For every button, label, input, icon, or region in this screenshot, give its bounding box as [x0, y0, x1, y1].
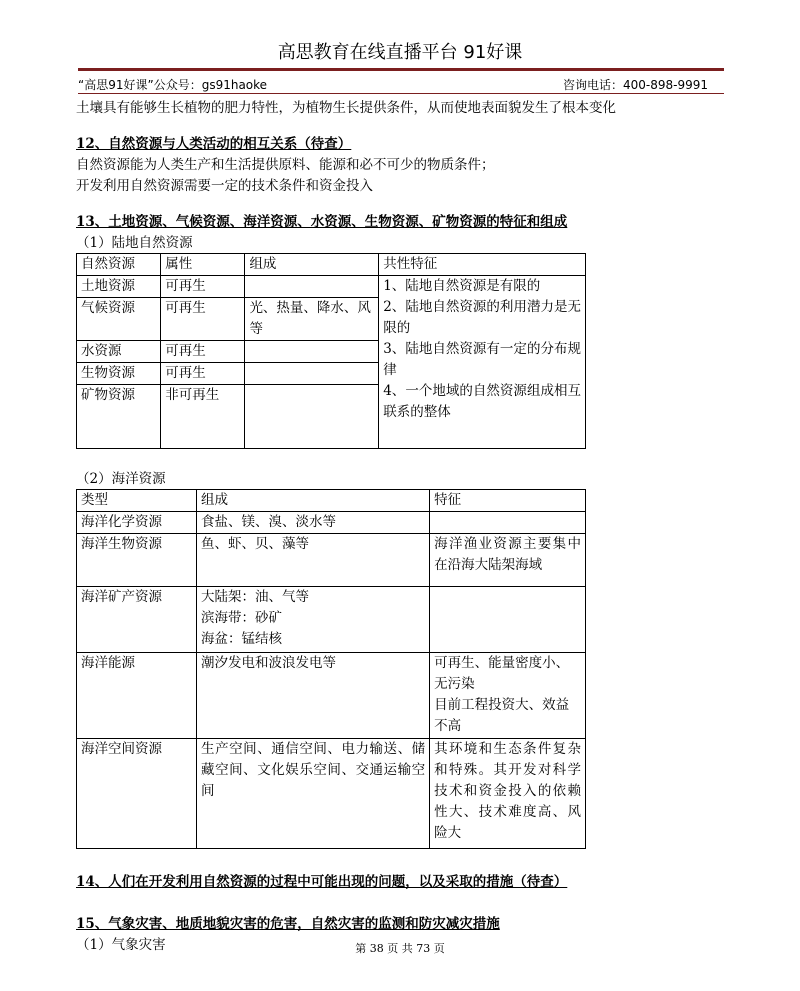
ocean-type: 海洋矿产资源 [77, 587, 197, 653]
table-row [77, 587, 586, 653]
feature-line: 可再生、能量密度小、无污染 [434, 655, 570, 692]
header-phone: 咨询电话：400-898-9991 [562, 78, 708, 92]
page-footer: 第 38 页 共 73 页 [355, 942, 445, 955]
resource-attribute: 非可再生 [161, 385, 245, 449]
resource-name: 矿物资源 [77, 385, 161, 449]
section-15-heading: 15、气象灾害、地质地貌灾害的危害，自然灾害的监测和防灾减灾措施 [76, 916, 500, 932]
table-header-cell: 组成 [245, 254, 379, 276]
table-row [77, 739, 586, 849]
resource-attribute: 可再生 [161, 341, 245, 363]
resource-composition [245, 363, 379, 385]
table-row [77, 512, 586, 534]
ocean-composition [197, 534, 430, 587]
section-12-line: 开发利用自然资源需要一定的技术条件和资金投入 [76, 178, 373, 194]
header-rule-thick [78, 68, 724, 71]
table-header-cell: 组成 [197, 490, 430, 512]
shared-feature: 1、陆地自然资源是有限的 [383, 278, 541, 294]
resource-name: 生物资源 [77, 363, 161, 385]
table-header-row [77, 490, 586, 512]
land-resources-title: （1）陆地自然资源 [76, 235, 193, 251]
table-header-cell: 共性特征 [379, 254, 586, 276]
resource-attribute: 可再生 [161, 298, 245, 341]
table-row [77, 276, 586, 298]
shared-feature: 2、陆地自然资源的利用潜力是无限的 [383, 299, 581, 336]
composition-line: 食盐、镁、溴、淡水等 [201, 514, 337, 530]
composition-line: 大陆架：油、气等 [201, 589, 310, 605]
composition-line: 潮汐发电和波浪发电等 [201, 655, 337, 671]
feature-line: 海洋渔业资源主要集中在沿海大陆架海域 [434, 536, 581, 573]
shared-feature: 4、一个地域的自然资源组成相互联系的整体 [383, 383, 581, 420]
resource-name: 土地资源 [77, 276, 161, 298]
composition-line: 生产空间、通信空间、电力输送、储藏空间、文化娱乐空间、交通运输空间 [201, 741, 426, 799]
ocean-resources-table [76, 489, 586, 849]
ocean-feature [430, 512, 586, 534]
ocean-feature [430, 587, 586, 653]
ocean-type: 海洋化学资源 [77, 512, 197, 534]
resource-name: 气候资源 [77, 298, 161, 341]
table-row [77, 653, 586, 739]
section-12-heading: 12、自然资源与人类活动的相互关系（待查） [76, 136, 352, 152]
table-header-cell: 自然资源 [77, 254, 161, 276]
table-header-row [77, 254, 586, 276]
resource-composition [245, 341, 379, 363]
table-header-cell: 特征 [430, 490, 586, 512]
section-14-heading: 14、人们在开发利用自然资源的过程中可能出现的问题，以及采取的措施（待查） [76, 874, 568, 890]
ocean-composition [197, 739, 430, 849]
ocean-resources-title: （2）海洋资源 [76, 471, 166, 487]
ocean-composition [197, 512, 430, 534]
feature-line: 其环境和生态条件复杂和特殊。其开发对科学技术和资金投入的依赖性大、技术难度高、风险大 [434, 741, 581, 841]
header-rule-thin [78, 93, 724, 94]
table-header-cell: 属性 [161, 254, 245, 276]
header-public-account: “高思91好课”公众号：gs91haoke [78, 78, 268, 92]
composition-line: 鱼、虾、贝、藻等 [201, 536, 310, 552]
composition-line: 滨海带：砂矿 [201, 610, 283, 626]
resource-composition [245, 276, 379, 298]
shared-feature: 3、陆地自然资源有一定的分布规律 [383, 341, 581, 378]
section-13-heading: 13、土地资源、气候资源、海洋资源、水资源、生物资源、矿物资源的特征和组成 [76, 214, 568, 230]
ocean-composition [197, 653, 430, 739]
ocean-type: 海洋空间资源 [77, 739, 197, 849]
header-info [78, 76, 708, 92]
ocean-feature [430, 739, 586, 849]
ocean-composition [197, 587, 430, 653]
land-resources-table [76, 253, 586, 449]
page-header-title: 高思教育在线直播平台 91好课 [277, 42, 523, 63]
resource-composition: 光、热量、降水、风等 [245, 298, 379, 341]
ocean-feature [430, 534, 586, 587]
resource-composition [245, 385, 379, 449]
section-12-line: 自然资源能为人类生产和生活提供原料、能源和必不可少的物质条件； [76, 157, 495, 173]
ocean-feature [430, 653, 586, 739]
shared-features-cell [379, 276, 586, 449]
ocean-type: 海洋能源 [77, 653, 197, 739]
table-row [77, 534, 586, 587]
resource-name: 水资源 [77, 341, 161, 363]
section-15-sub: （1）气象灾害 [76, 937, 166, 953]
intro-line: 土壤具有能够生长植物的肥力特性，为植物生长提供条件，从而使地表面貌发生了根本变化 [76, 100, 616, 116]
resource-attribute: 可再生 [161, 276, 245, 298]
feature-line: 目前工程投资大、效益不高 [434, 697, 570, 734]
table-header-cell: 类型 [77, 490, 197, 512]
composition-line: 海盆：锰结核 [201, 631, 283, 647]
resource-attribute: 可再生 [161, 363, 245, 385]
ocean-type: 海洋生物资源 [77, 534, 197, 587]
document-body [76, 98, 736, 955]
